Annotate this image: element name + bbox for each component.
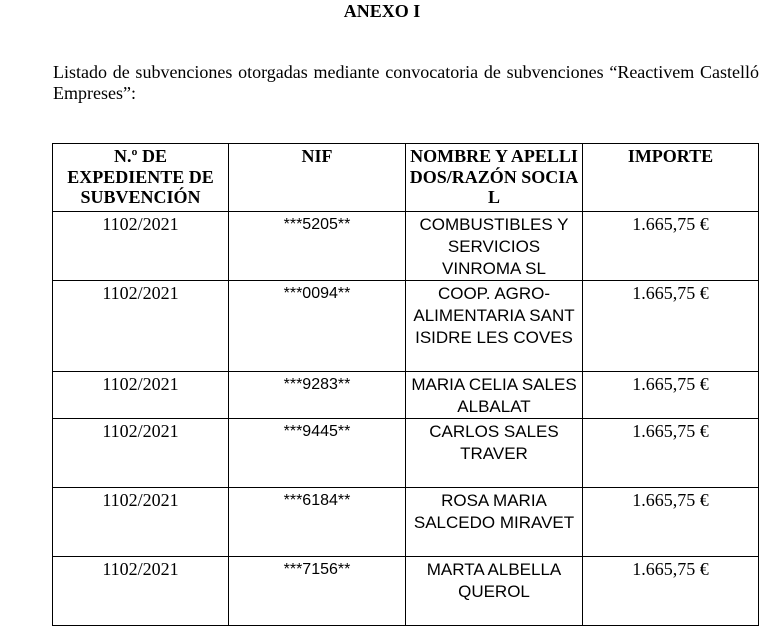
cell-nombre: CARLOS SALES TRAVER	[406, 419, 583, 488]
cell-expediente: 1102/2021	[53, 372, 229, 419]
table-row	[53, 557, 759, 626]
cell-nombre: ROSA MARIA SALCEDO MIRAVET	[406, 488, 583, 557]
header-expediente: N.º DE EXPEDIENTE DE SUBVENCIÓN	[53, 144, 229, 212]
document-title: ANEXO I	[343, 1, 421, 21]
cell-importe: 1.665,75 €	[583, 372, 759, 419]
cell-nombre: COMBUSTIBLES Y SERVICIOS VINROMA SL	[406, 212, 583, 281]
cell-nif: ***9283**	[229, 372, 406, 419]
cell-expediente: 1102/2021	[53, 557, 229, 626]
cell-nif: ***5205**	[229, 212, 406, 281]
header-nombre: NOMBRE Y APELLIDOS/RAZÓN SOCIAL	[406, 144, 583, 212]
cell-nif: ***7156**	[229, 557, 406, 626]
table-header-row	[53, 144, 759, 212]
header-nif: NIF	[229, 144, 406, 212]
table-row	[53, 281, 759, 372]
cell-importe: 1.665,75 €	[583, 557, 759, 626]
table-row	[53, 488, 759, 557]
table-row	[53, 212, 759, 281]
intro-paragraph: Listado de subvenciones otorgadas mediante convocatoria de subvenciones “Reactivem Castelló Empreses”:	[53, 62, 759, 103]
cell-nif: ***0094**	[229, 281, 406, 372]
cell-nombre: MARTA ALBELLA QUEROL	[406, 557, 583, 626]
header-importe: IMPORTE	[583, 144, 759, 212]
cell-importe: 1.665,75 €	[583, 281, 759, 372]
subsidies-table	[52, 143, 759, 626]
cell-expediente: 1102/2021	[53, 419, 229, 488]
cell-expediente: 1102/2021	[53, 281, 229, 372]
table-row	[53, 372, 759, 419]
cell-nombre: COOP. AGRO-ALIMENTARIA SANT ISIDRE LES COVES	[406, 281, 583, 372]
cell-nombre: MARIA CELIA SALES ALBALAT	[406, 372, 583, 419]
cell-importe: 1.665,75 €	[583, 212, 759, 281]
cell-nif: ***9445**	[229, 419, 406, 488]
cell-expediente: 1102/2021	[53, 488, 229, 557]
cell-importe: 1.665,75 €	[583, 488, 759, 557]
cell-importe: 1.665,75 €	[583, 419, 759, 488]
cell-expediente: 1102/2021	[53, 212, 229, 281]
table-row	[53, 419, 759, 488]
cell-nif: ***6184**	[229, 488, 406, 557]
